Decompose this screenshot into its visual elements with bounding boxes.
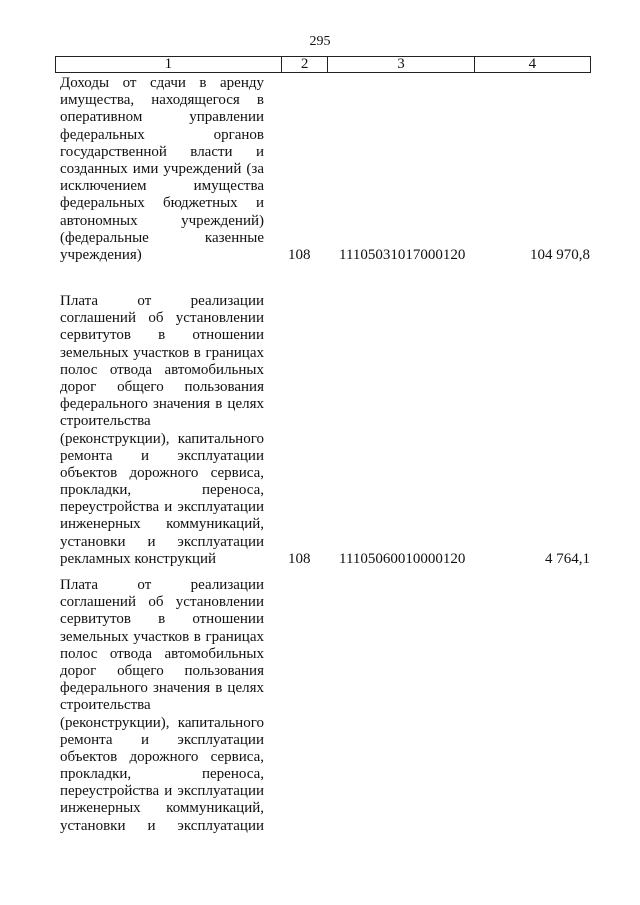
description-line: прокладки, переноса, [60, 766, 264, 783]
column-header-table [55, 56, 591, 73]
row-description [60, 75, 264, 264]
description-line: инженерных коммуникаций, [60, 800, 264, 817]
table-row [60, 577, 590, 847]
description-line: объектов дорожного сервиса, [60, 748, 264, 765]
description-line: ремонта и эксплуатации [60, 447, 264, 464]
description-line: переустройства и эксплуатации [60, 499, 264, 516]
row-description [60, 293, 264, 568]
description-line: строительства [60, 413, 151, 430]
description-line: полос отвода автомобильных [60, 645, 264, 662]
budget-classification-code: 11105060010000120 [339, 551, 466, 567]
table-row [60, 293, 590, 573]
description-line: Плата от реализации [60, 293, 264, 309]
description-line: учреждения) [60, 246, 142, 263]
amount-value: 4 764,1 [545, 551, 590, 567]
description-line: переустройства и эксплуатации [60, 783, 264, 800]
description-line: имущества, находящегося в [60, 92, 264, 109]
admin-code: 108 [288, 551, 311, 567]
column-header-1: 1 [56, 57, 282, 73]
description-line: Доходы от сдачи в аренду [60, 75, 264, 91]
description-line: земельных участков в границах [60, 628, 264, 645]
description-line: прокладки, переноса, [60, 482, 264, 499]
column-header-2: 2 [281, 57, 328, 73]
description-line: дорог общего пользования [60, 378, 264, 395]
description-line: (реконструкции), капитального [60, 430, 264, 447]
description-line: (реконструкции), капитального [60, 714, 264, 731]
description-line: установки и эксплуатации [60, 533, 264, 550]
description-line: полос отвода автомобильных [60, 361, 264, 378]
description-line: государственной власти и [60, 143, 264, 160]
page-number: 295 [309, 34, 331, 49]
description-line: дорог общего пользования [60, 662, 264, 679]
column-header-3: 3 [328, 57, 474, 73]
description-line: ремонта и эксплуатации [60, 731, 264, 748]
description-line: строительства [60, 697, 151, 714]
description-line: федеральных бюджетных и [60, 195, 264, 212]
description-line: земельных участков в границах [60, 344, 264, 361]
description-line: соглашений об установлении [60, 594, 264, 611]
description-line: оперативном управлении [60, 109, 264, 126]
description-line: федерального значения в целях [60, 680, 264, 697]
admin-code: 108 [288, 247, 311, 263]
column-header-row [56, 57, 591, 73]
description-line: федеральных органов [60, 126, 264, 143]
description-line: соглашений об установлении [60, 310, 264, 327]
amount-value: 104 970,8 [530, 247, 590, 263]
description-line: исключением имущества [60, 178, 264, 195]
description-line: объектов дорожного сервиса, [60, 464, 264, 481]
description-line: сервитутов в отношении [60, 327, 264, 344]
description-line: (федеральные казенные [60, 229, 264, 246]
description-line: сервитутов в отношении [60, 611, 264, 628]
description-line: рекламных конструкций [60, 550, 217, 567]
description-line: инженерных коммуникаций, [60, 516, 264, 533]
budget-classification-code: 11105031017000120 [339, 247, 466, 263]
description-line: установки и эксплуатации [60, 817, 264, 834]
table-row [60, 75, 590, 275]
description-line: автономных учреждений) [60, 212, 264, 229]
description-line: федерального значения в целях [60, 396, 264, 413]
description-line: созданных ими учреждений (за [60, 160, 264, 177]
column-header-4: 4 [474, 57, 590, 73]
description-line: Плата от реализации [60, 577, 264, 593]
row-description [60, 577, 264, 835]
